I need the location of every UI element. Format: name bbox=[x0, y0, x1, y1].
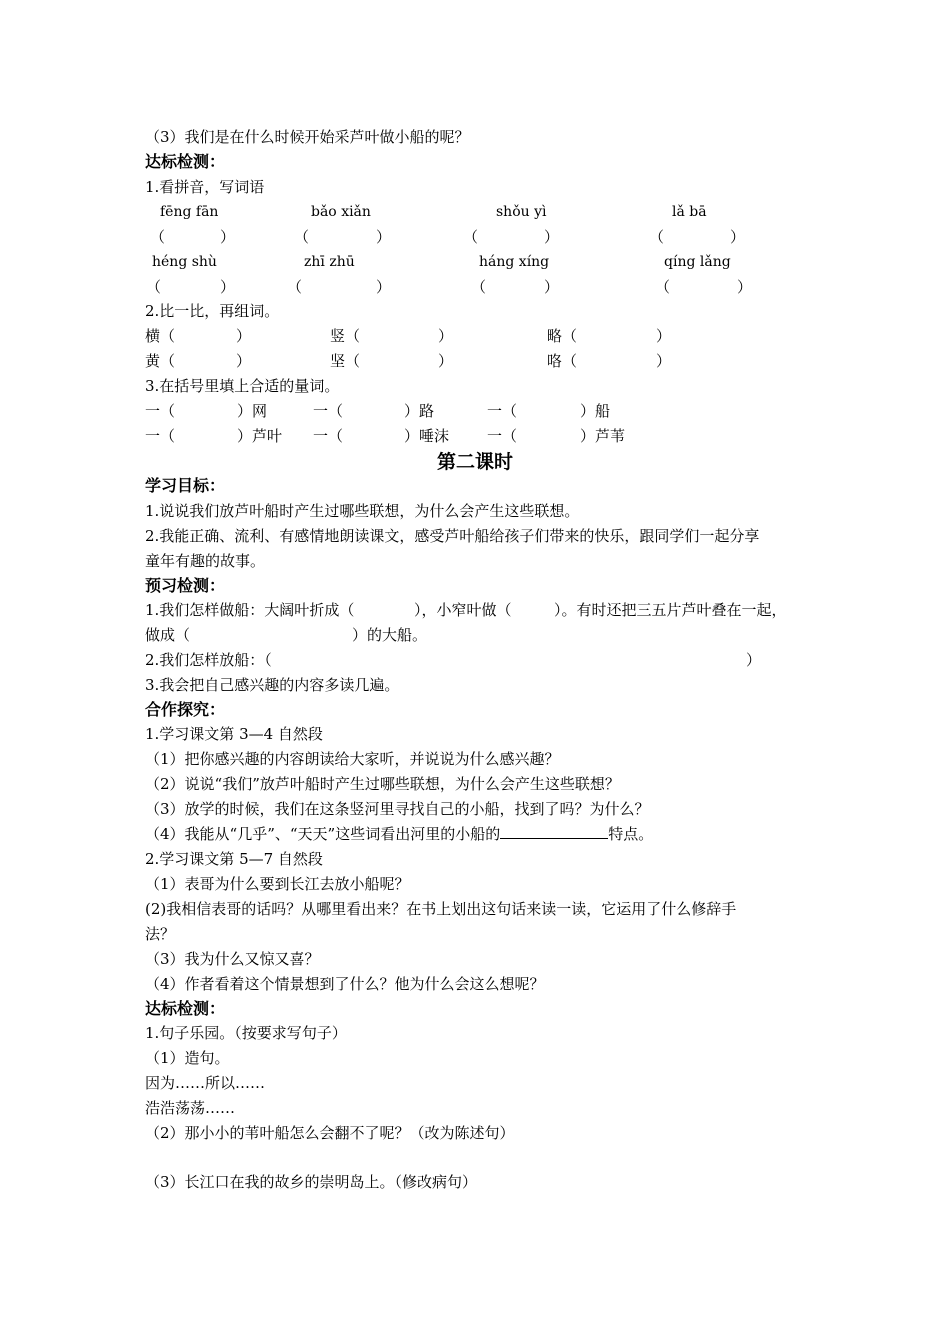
coop-1-q1: （1）把你感兴趣的内容朗读给大家听，并说说为什么感兴趣？ bbox=[145, 750, 560, 768]
measure-word-noun: ）路 bbox=[404, 402, 435, 420]
answer-blank-close: ） bbox=[656, 352, 672, 370]
answer-blank-close: ） bbox=[544, 278, 560, 296]
coop-2-q3: （3）我为什么又惊又喜？ bbox=[145, 950, 320, 968]
section-heading-cooperation: 合作探究： bbox=[145, 700, 226, 719]
lesson-title: 第二课时 bbox=[436, 451, 513, 473]
answer-blank-close: ） bbox=[220, 278, 236, 296]
preview-1-line2-b: ）的大船。 bbox=[352, 626, 428, 644]
pinyin-item: shǒu yì bbox=[496, 204, 547, 220]
exercise-1-title: 1.看拼音，写词语 bbox=[145, 178, 265, 196]
coop-1-q2: （2）说说“我们”放芦叶船时产生过哪些联想，为什么会产生这些联想？ bbox=[145, 775, 620, 793]
answer-blank-close: ） bbox=[544, 228, 560, 246]
compare-char: 竖（ bbox=[330, 327, 361, 345]
coop-2-q2-line-1: (2)我相信表哥的话吗？从哪里看出来？在书上划出这句话来读一读，它运用了什么修辞手 bbox=[145, 900, 737, 918]
preview-1-part-a: 1.我们怎样做船：大阔叶折成（ bbox=[145, 601, 355, 619]
answer-blank[interactable]: （ bbox=[655, 278, 671, 296]
section-heading-check-2: 达标检测： bbox=[145, 999, 226, 1018]
pinyin-item: bǎo xiǎn bbox=[311, 204, 371, 220]
answer-blank[interactable]: （ bbox=[294, 228, 310, 246]
pinyin-item: héng shù bbox=[152, 254, 217, 270]
section-heading-preview: 预习检测： bbox=[145, 576, 226, 595]
answer-blank[interactable]: （ bbox=[146, 278, 162, 296]
exercise-3-title: 3.在括号里填上合适的量词。 bbox=[145, 377, 340, 395]
section-heading-goals: 学习目标： bbox=[145, 476, 226, 495]
coop-1: 1.学习课文第 3—4 自然段 bbox=[145, 725, 323, 743]
preview-1-part-c: ）。有时还把三五片芦叶叠在一起， bbox=[554, 601, 787, 619]
answer-blank-close: ） bbox=[737, 278, 753, 296]
measure-word-prefix: 一（ bbox=[313, 427, 344, 445]
measure-word-noun: ）芦苇 bbox=[580, 427, 626, 445]
coop-2-q4: （4）作者看着这个情景想到了什么？他为什么会这么想呢？ bbox=[145, 975, 545, 993]
compare-char: 横（ bbox=[145, 327, 176, 345]
sentence-prompt-haohaodangdang: 浩浩荡荡…… bbox=[145, 1099, 236, 1117]
measure-word-prefix: 一（ bbox=[487, 402, 518, 420]
answer-blank[interactable]: （ bbox=[649, 228, 665, 246]
coop-1-q3: （3）放学的时候，我们在这条竖河里寻找自己的小船，找到了吗？为什么？ bbox=[145, 800, 650, 818]
sentence-prompt-because: 因为……所以…… bbox=[145, 1074, 266, 1092]
preview-2-part-b: ） bbox=[746, 651, 762, 669]
answer-blank-close: ） bbox=[730, 228, 746, 246]
answer-blank-close: ） bbox=[376, 228, 392, 246]
answer-blank-close: ） bbox=[236, 327, 252, 345]
fill-in-underline[interactable] bbox=[500, 824, 608, 839]
measure-word-prefix: 一（ bbox=[145, 402, 176, 420]
answer-blank-close: ） bbox=[236, 352, 252, 370]
coop-2-q2-line-2: 法？ bbox=[145, 925, 176, 943]
compare-char: 略（ bbox=[547, 327, 578, 345]
answer-blank[interactable]: （ bbox=[287, 278, 303, 296]
answer-blank-close: ） bbox=[220, 228, 236, 246]
coop-2: 2.学习课文第 5—7 自然段 bbox=[145, 850, 323, 868]
measure-word-noun: ）网 bbox=[237, 402, 268, 420]
answer-blank[interactable]: （ bbox=[150, 228, 166, 246]
coop-2-q1: （1）表哥为什么要到长江去放小船呢？ bbox=[145, 875, 410, 893]
answer-blank[interactable]: （ bbox=[471, 278, 487, 296]
measure-word-noun: ）唾沫 bbox=[404, 427, 450, 445]
coop-1-q4: （4）我能从“几乎”、“天天”这些词看出河里的小船的 特点。 bbox=[145, 825, 654, 843]
answer-blank-close: ） bbox=[656, 327, 672, 345]
compare-char: 咯（ bbox=[547, 352, 578, 370]
goal-2-line-1: 2.我能正确、流利、有感情地朗读课文，感受芦叶船给孩子们带来的快乐，跟同学们一起分享 bbox=[145, 527, 760, 545]
question-3: （3）我们是在什么时候开始采芦叶做小船的呢？ bbox=[145, 128, 470, 146]
compare-char: 黄（ bbox=[145, 352, 176, 370]
preview-2-part-a: 2.我们怎样放船：（ bbox=[145, 651, 272, 669]
answer-blank[interactable]: （ bbox=[463, 228, 479, 246]
section-heading-check: 达标检测： bbox=[145, 152, 226, 171]
preview-1-line2-a: 做成（ bbox=[145, 626, 191, 644]
answer-blank-close: ） bbox=[438, 327, 454, 345]
measure-word-prefix: 一（ bbox=[145, 427, 176, 445]
pinyin-item: lǎ bā bbox=[672, 204, 707, 220]
pinyin-item: zhī zhū bbox=[304, 254, 355, 270]
measure-word-prefix: 一（ bbox=[487, 427, 518, 445]
pinyin-item: háng xíng bbox=[479, 254, 550, 270]
sentence-exercise-3: （3）长江口在我的故乡的崇明岛上。（修改病句） bbox=[145, 1173, 478, 1191]
measure-word-noun: ）船 bbox=[580, 402, 611, 420]
measure-word-noun: ）芦叶 bbox=[237, 427, 283, 445]
compare-char: 坚（ bbox=[330, 352, 361, 370]
pinyin-item: fēng fān bbox=[160, 204, 219, 220]
pinyin-item: qíng lǎng bbox=[664, 254, 731, 270]
goal-1: 1.说说我们放芦叶船时产生过哪些联想，为什么会产生这些联想。 bbox=[145, 502, 580, 520]
sentence-exercise-title: 1.句子乐园。（按要求写句子） bbox=[145, 1024, 347, 1042]
preview-1-part-b: ），小窄叶做（ bbox=[414, 601, 512, 619]
goal-2-line-2: 童年有趣的故事。 bbox=[145, 552, 266, 570]
sentence-exercise-2: （2）那小小的苇叶船怎么会翻不了呢？（改为陈述句） bbox=[145, 1124, 515, 1142]
sentence-exercise-1: （1）造句。 bbox=[145, 1049, 230, 1067]
measure-word-prefix: 一（ bbox=[313, 402, 344, 420]
exercise-2-title: 2.比一比，再组词。 bbox=[145, 302, 280, 320]
answer-blank-close: ） bbox=[376, 278, 392, 296]
answer-blank-close: ） bbox=[438, 352, 454, 370]
preview-3: 3.我会把自己感兴趣的内容多读几遍。 bbox=[145, 676, 400, 694]
